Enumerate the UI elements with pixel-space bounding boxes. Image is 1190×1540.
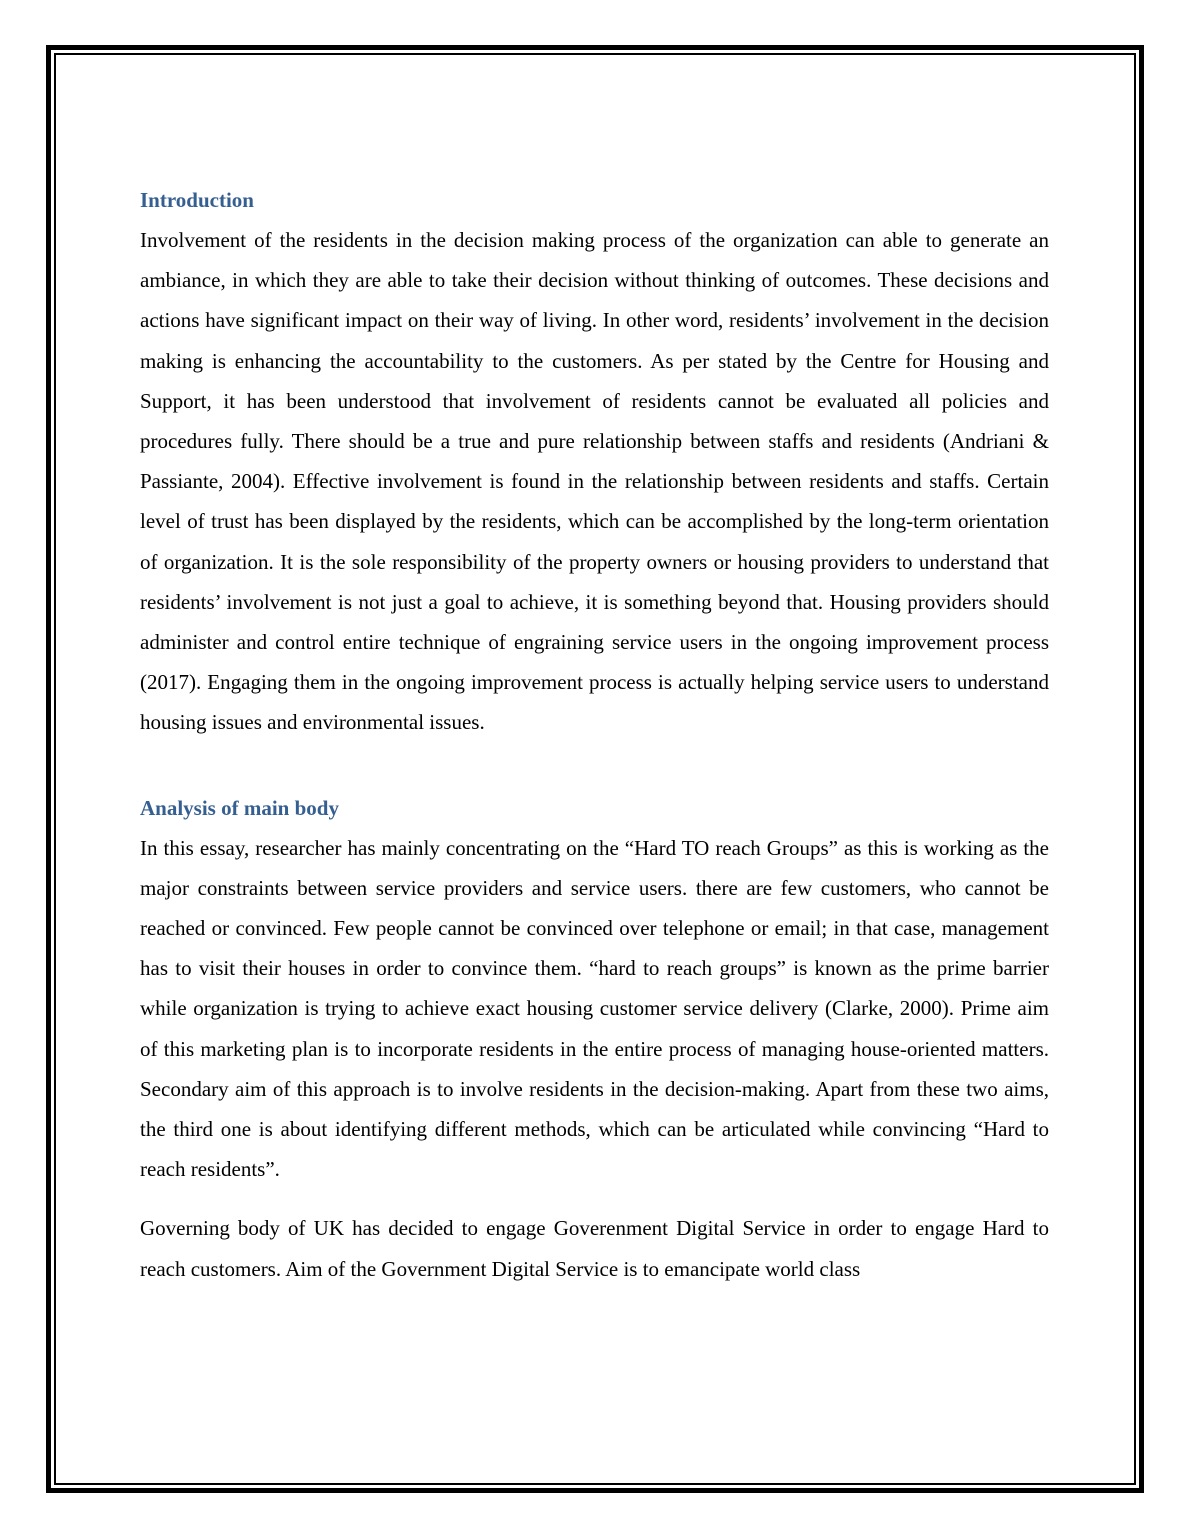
analysis-paragraph-2: Governing body of UK has decided to engage Goverenment Digital Service in order to engage Hard to reach customers. Aim of the Government Digital Service is to emancipate world class <box>140 1216 1049 1281</box>
section-spacer <box>140 743 1049 791</box>
analysis-heading: Analysis of main body <box>140 795 339 820</box>
paragraph-spacer <box>140 1189 1049 1208</box>
analysis-paragraph-1: In this essay, researcher has mainly concentrating on the “Hard TO reach Groups” as this is working as the major constraints between service providers and service users. there are few customers, who cannot be reached or convinced. Few people cannot be convinced over telephone or email; in that case, management has to visit their houses in order to convince them. “hard to reach groups” is known as the prime barrier while organization is trying to achieve exact housing customer service delivery (Clarke, 2000). Prime aim of this marketing plan is to incorporate residents in the entire process of managing house-oriented matters. Secondary aim of this approach is to involve residents in the decision-making. Apart from these two aims, the third one is about identifying different methods, which can be articulated while convincing “Hard to reach residents”. <box>140 835 1049 1182</box>
introduction-paragraph: Involvement of the residents in the decision making process of the organization can able to generate an ambiance, in which they are able to take their decision without thinking of outcomes. These decisions and actions have significant impact on their way of living. In other word, residents’ involvement in the decision making is enhancing the accountability to the customers. As per stated by the Centre for Housing and Support, it has been understood that involvement of residents cannot be evaluated all policies and procedures fully. There should be a true and pure relationship between staffs and residents (Andriani & Passiante, 2004). Effective involvement is found in the relationship between residents and staffs. Certain level of trust has been displayed by the residents, which can be accomplished by the long-term orientation of organization. It is the sole responsibility of the property owners or housing providers to understand that residents’ involvement is not just a goal to achieve, it is something beyond that. Housing providers should administer and control entire technique of engraining service users in the ongoing improvement process (2017). Engaging them in the ongoing improvement process is actually helping service users to understand housing issues and environmental issues. <box>140 228 1049 735</box>
introduction-heading: Introduction <box>140 188 254 212</box>
document-body <box>140 183 1049 1289</box>
